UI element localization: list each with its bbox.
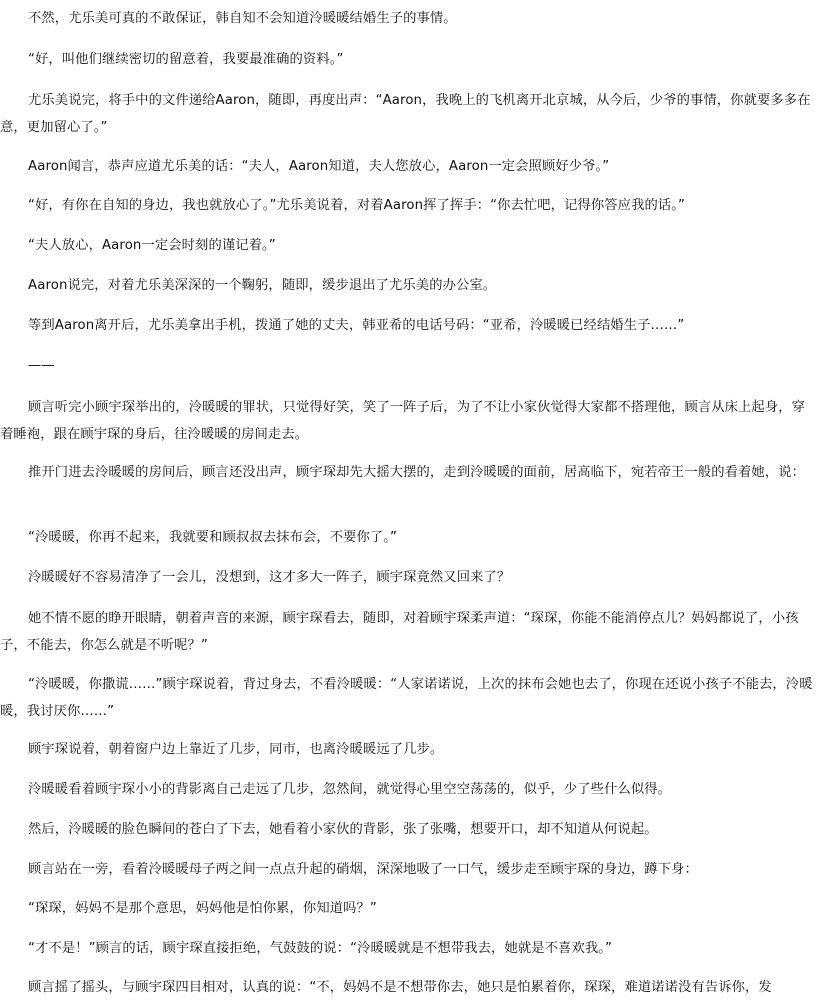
- paragraph: “泠暖暖，你再不起来，我就要和顾叔叔去抹布会，不要你了。”: [28, 530, 398, 545]
- paragraph: “才不是！”顾言的话，顾宇琛直接拒绝，气鼓鼓的说：“泠暖暖就是不想带我去，她就是不喜欢我。”: [28, 941, 612, 956]
- paragraph: 顾宇琛说着，朝着窗户边上靠近了几步，同市，也离泠暖暖远了几步。: [28, 742, 444, 757]
- paragraph: “好，叫他们继续密切的留意着，我要最准确的资料。”: [28, 52, 344, 67]
- paragraph: “好，有你在自知的身边，我也就放心了。”尤乐美说着，对着Aaron挥了挥手：“你去忙吧，记得你答应我的话。”: [28, 198, 685, 213]
- paragraph: 不然，尤乐美可真的不敢保证，韩自知不会知道泠暖暖结婚生子的事情。: [28, 11, 457, 26]
- paragraph: Aaron说完，对着尤乐美深深的一个鞠躬，随即，缓步退出了尤乐美的办公室。: [28, 278, 497, 293]
- section-divider: ——: [28, 358, 55, 373]
- paragraph: 然后，泠暖暖的脸色瞬间的苍白了下去，她看着小家伙的背影，张了张嘴，想要开口，却不知道从何说起。: [28, 822, 658, 837]
- paragraph: 推开门进去泠暖暖的房间后，顾言还没出声，顾宇琛却先大摇大摆的，走到泠暖暖的面前，居高临下，宛若帝王一般的看着她，说：: [28, 465, 806, 480]
- paragraph: “夫人放心，Aaron一定会时刻的谨记着。”: [28, 238, 276, 253]
- paragraph: 泠暖暖看着顾宇琛小小的背影离自己走远了几步，忽然间，就觉得心里空空荡荡的，似乎，少了些什么似得。: [28, 782, 672, 797]
- paragraph: 顾言摇了摇头，与顾宇琛四目相对，认真的说：“不，妈妈不是不想带你去，她只是怕累着你，琛琛，难道诺诺没有告诉你，发: [28, 980, 772, 995]
- paragraph: 泠暖暖好不容易清净了一会儿，没想到，这才多大一阵子，顾宇琛竟然又回来了？: [28, 570, 511, 585]
- paragraph: 顾言站在一旁，看着泠暖暖母子两之间一点点升起的硝烟，深深地吸了一口气，缓步走至顾宇琛的身边，蹲下身：: [28, 862, 698, 877]
- paragraph: 她不情不愿的睁开眼睛，朝着声音的来源，顾宇琛看去，随即，对着顾宇琛柔声道：“琛琛，你能不能消停点儿？妈妈都说了，小孩子，不能去，你怎么就是不听呢？”: [0, 611, 799, 653]
- paragraph: Aaron闻言，恭声应道尤乐美的话：“夫人，Aaron知道，夫人您放心，Aaron一定会照顾好少爷。”: [28, 159, 610, 174]
- paragraph: “琛琛，妈妈不是那个意思，妈妈他是怕你累，你知道吗？”: [28, 901, 377, 916]
- paragraph: “泠暖暖，你撒谎……”顾宇琛说着，背过身去，不看泠暖暖：“人家诺诺说，上次的抹布会她也去了，你现在还说小孩子不能去，泠暖暖，我讨厌你……”: [0, 677, 813, 719]
- paragraph: 尤乐美说完，将手中的文件递给Aaron，随即，再度出声：“Aaron，我晚上的飞机离开北京城，从今后，少爷的事情，你就要多多在意，更加留心了。”: [0, 93, 811, 135]
- paragraph: 等到Aaron离开后，尤乐美拿出手机，拨通了她的丈夫，韩亚希的电话号码：“亚希，泠暖暖已经结婚生子……”: [28, 318, 685, 333]
- paragraph: 顾言听完小顾宇琛举出的，泠暖暖的罪状，只觉得好笑，笑了一阵子后，为了不让小家伙觉得大家都不搭理他，顾言从床上起身，穿着睡袍，跟在顾宇琛的身后，往泠暖暖的房间走去。: [0, 400, 806, 442]
